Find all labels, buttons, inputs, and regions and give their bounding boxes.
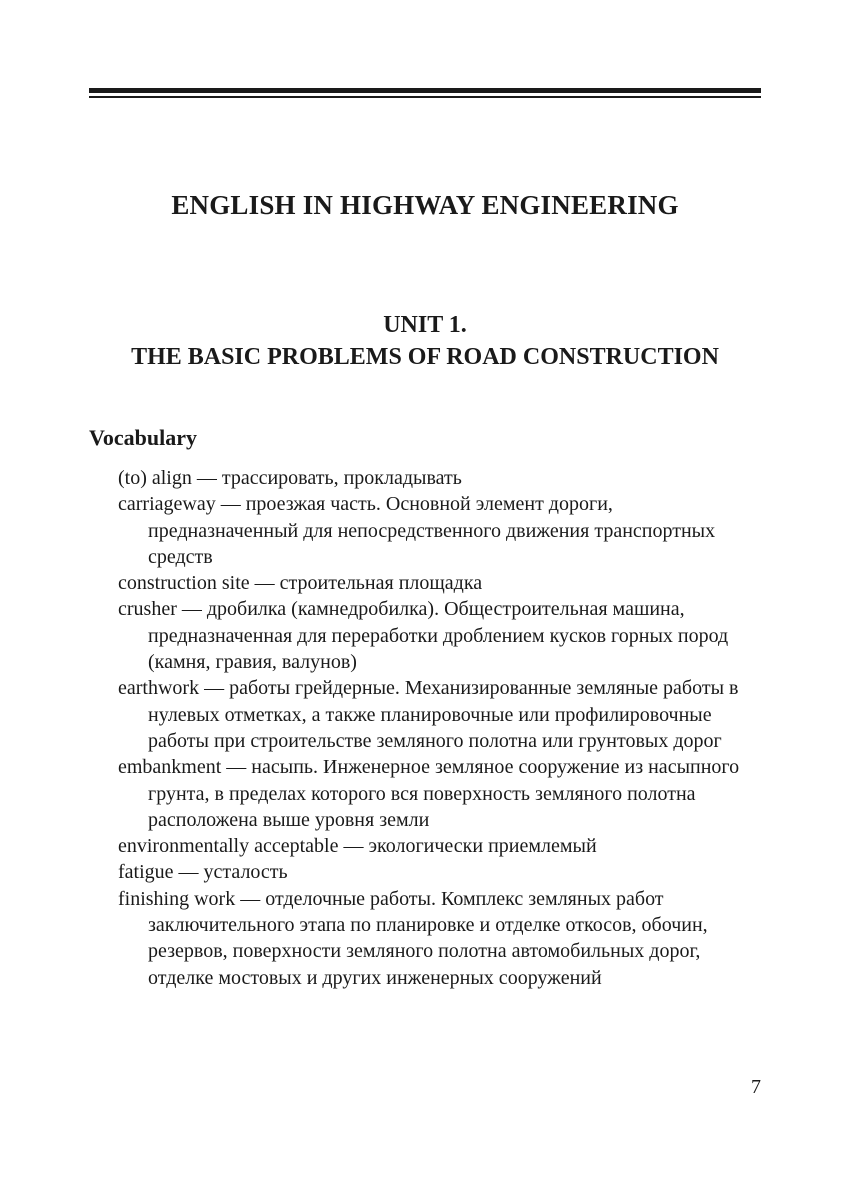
- header-rule-thick: [89, 88, 761, 93]
- vocabulary-list: [118, 465, 758, 991]
- vocabulary-entry: construction site — строительная площадка: [118, 572, 483, 595]
- page-number: 7: [751, 1076, 761, 1098]
- vocabulary-entry: carriageway — проезжая часть. Основной элемент дороги, предназначенный для непосредственного движения транспортных средств: [118, 493, 716, 568]
- vocabulary-entry: finishing work — отделочные работы. Комплекс земляных работ заключительного этапа по планировке и отделке откосов, обочин, резервов, поверхности земляного полотна автомобильных дорог, отделке мостовых и других инженерных сооружений: [118, 887, 708, 989]
- vocabulary-entry: environmentally acceptable — экологически приемлемый: [118, 835, 597, 858]
- header-rule-thin: [89, 96, 761, 98]
- vocabulary-entry: fatigue — усталость: [118, 861, 288, 884]
- unit-title: THE BASIC PROBLEMS OF ROAD CONSTRUCTION: [131, 344, 719, 370]
- vocabulary-heading: Vocabulary: [89, 425, 197, 450]
- book-title: ENGLISH IN HIGHWAY ENGINEERING: [171, 190, 679, 220]
- unit-number: UNIT 1.: [383, 312, 467, 338]
- vocabulary-entry: (to) align — трассировать, прокладывать: [118, 467, 462, 489]
- vocabulary-entry: earthwork — работы грейдерные. Механизированные земляные работы в нулевых отметках, а также планировочные или профилировочные работы при строительстве земляного полотна или грунтовых дорог: [118, 677, 739, 752]
- vocabulary-entry: crusher — дробилка (камнедробилка). Общестроительная машина, предназначенная для переработки дроблением кусков горных пород (камня, гравия, валунов): [118, 598, 729, 674]
- vocabulary-entry: embankment — насыпь. Инженерное земляное сооружение из насыпного грунта, в пределах которого вся поверхность земляного полотна расположена выше уровня земли: [118, 756, 740, 831]
- unit-heading: [89, 309, 761, 373]
